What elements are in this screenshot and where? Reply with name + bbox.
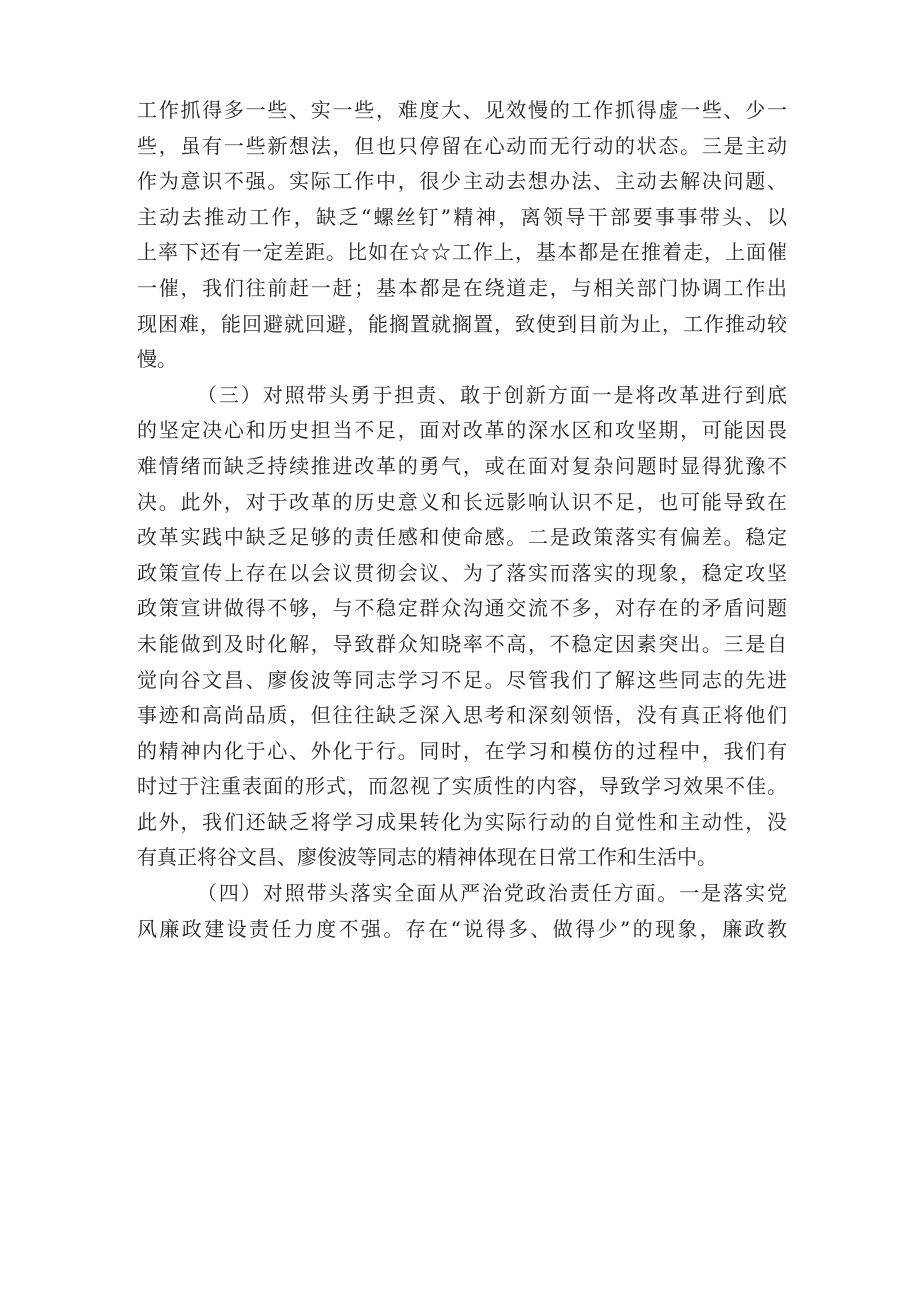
- text-line: 一催，我们往前赶一赶；基本都是在绕道走，与相关部门协调工作出: [137, 275, 787, 300]
- section-heading-line: （三）对照带头勇于担责、敢于创新方面一是将改革进行到底: [197, 382, 787, 407]
- text-line: 风廉政建设责任力度不强。存在“说得多、做得少”的现象，廉政教: [137, 916, 787, 941]
- text-line: 慢。: [137, 347, 177, 372]
- text-line: 事迹和高尚品质，但往往缺乏深入思考和深刻领悟，没有真正将他们: [137, 703, 787, 728]
- text-line: 作为意识不强。实际工作中，很少主动去想办法、主动去解决问题、: [137, 169, 787, 194]
- text-line: 决。此外，对于改革的历史意义和长远影响认识不足，也可能导致在: [137, 489, 787, 514]
- text-line: 工作抓得多一些、实一些，难度大、见效慢的工作抓得虚一些、少一: [137, 98, 787, 122]
- text-line: 未能做到及时化解，导致群众知晓率不高，不稳定因素突出。三是自: [137, 631, 787, 656]
- section-heading-line: （四）对照带头落实全面从严治党政治责任方面。一是落实党: [197, 881, 787, 906]
- text-line: 难情绪而缺乏持续推进改革的勇气，或在面对复杂问题时显得犹豫不: [137, 453, 787, 478]
- text-line: 时过于注重表面的形式，而忽视了实质性的内容，导致学习效果不佳。: [137, 774, 787, 799]
- text-line: 主动去推动工作，缺乏“螺丝钉”精神，离领导干部要事事带头、以: [137, 204, 787, 229]
- text-line: 上率下还有一定差距。比如在☆☆工作上，基本都是在推着走，上面催: [137, 240, 787, 265]
- paragraph-continuation: [137, 93, 787, 378]
- paragraph-section-4: [137, 876, 787, 947]
- text-line: 的精神内化于心、外化于行。同时，在学习和模仿的过程中，我们有: [137, 738, 787, 763]
- text-line: 的坚定决心和历史担当不足，面对改革的深水区和攻坚期，可能因畏: [137, 418, 787, 443]
- text-line: 此外，我们还缺乏将学习成果转化为实际行动的自觉性和主动性，没: [137, 809, 787, 834]
- text-line: 政策宣传上存在以会议贯彻会议、为了落实而落实的现象，稳定攻坚: [137, 560, 787, 585]
- text-line: 觉向谷文昌、廖俊波等同志学习不足。尽管我们了解这些同志的先进: [137, 667, 787, 692]
- text-line: 有真正将谷文昌、廖俊波等同志的精神体现在日常工作和生活中。: [137, 845, 717, 870]
- text-line: 现困难，能回避就回避，能搁置就搁置，致使到目前为止，工作推动较: [137, 311, 787, 336]
- document-body: [137, 93, 787, 947]
- text-line: 政策宣讲做得不够，与不稳定群众沟通交流不多，对存在的矛盾问题: [137, 596, 787, 621]
- text-line: 些，虽有一些新想法，但也只停留在心动而无行动的状态。三是主动: [137, 133, 787, 158]
- paragraph-section-3: [137, 378, 787, 876]
- text-line: 改革实践中缺乏足够的责任感和使命感。二是政策落实有偏差。稳定: [137, 525, 787, 550]
